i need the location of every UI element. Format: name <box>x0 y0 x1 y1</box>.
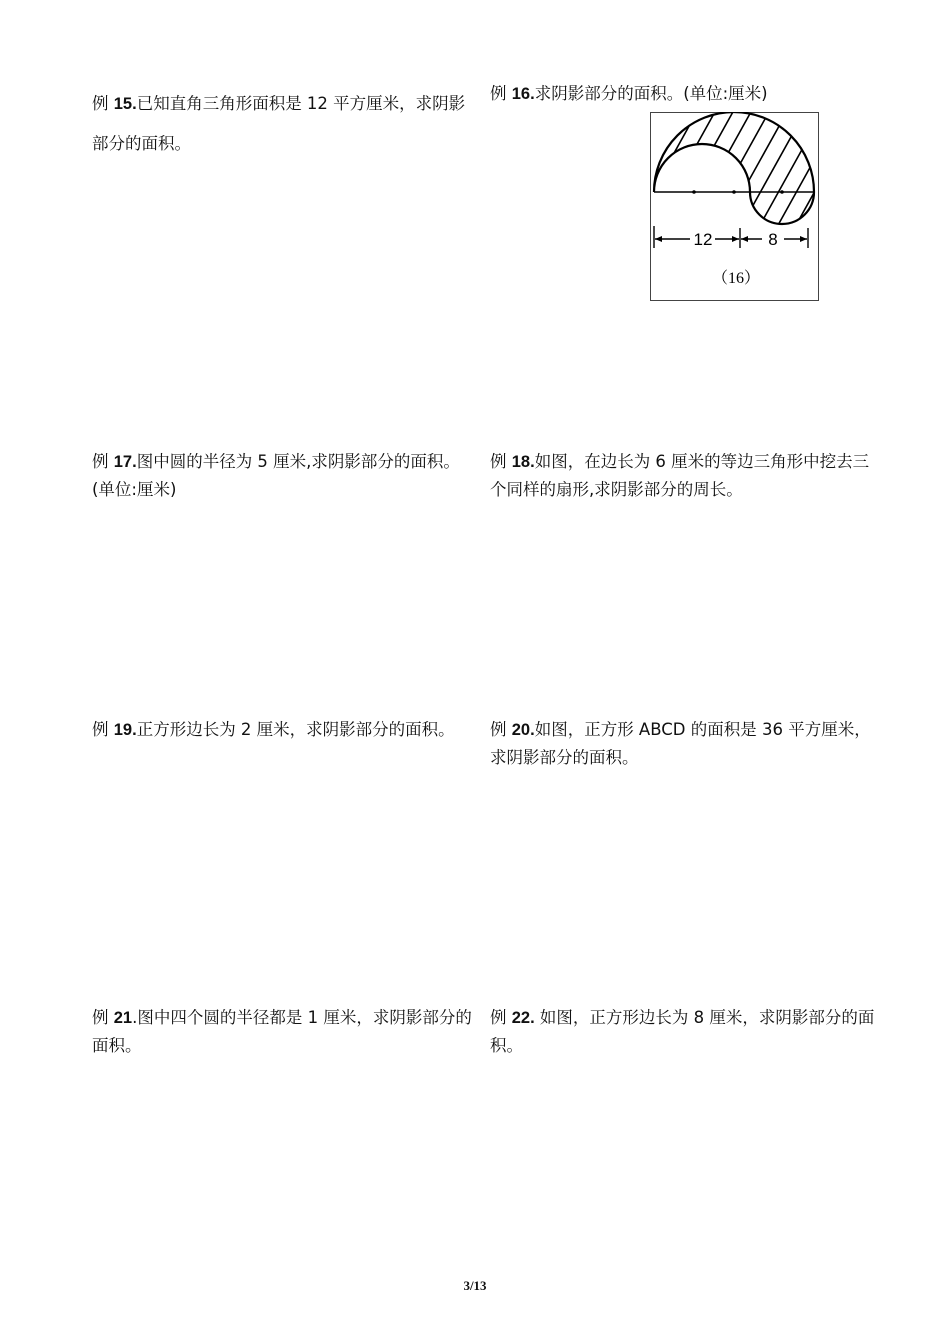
page-number: 3/13 <box>463 1278 487 1293</box>
center-dot <box>692 190 696 194</box>
problem-15 <box>92 84 477 164</box>
problem-prefix: 例 <box>490 1008 512 1027</box>
problem-18 <box>490 448 875 503</box>
dimension-label-right: 8 <box>768 230 778 249</box>
center-dot <box>732 190 736 194</box>
figure-16-diagram <box>650 112 819 301</box>
problem-number: 20. <box>511 721 535 739</box>
problem-text: 已知直角三角形面积是 12 平方厘米，求阴影部分的面积。 <box>92 94 466 153</box>
problem-number: 15. <box>113 95 137 113</box>
problem-prefix: 例 <box>490 84 512 103</box>
problem-22 <box>490 1004 875 1059</box>
problem-17 <box>92 448 477 503</box>
problem-number: 21 <box>113 1009 133 1027</box>
figure-16 <box>650 112 819 301</box>
dimension-label-left: 12 <box>693 230 713 249</box>
problem-16 <box>490 80 875 108</box>
problem-text: 如图，正方形边长为 8 厘米，求阴影部分的面积。 <box>490 1008 875 1055</box>
problem-number: 18. <box>511 453 535 471</box>
problem-text: 图中圆的半径为 5 厘米,求阴影部分的面积。(单位:厘米) <box>92 452 460 499</box>
problem-text: 如图，正方形 ABCD 的面积是 36 平方厘米，求阴影部分的面积。 <box>490 720 871 767</box>
problem-number: 17. <box>113 453 137 471</box>
problem-20 <box>490 716 875 771</box>
problem-text: .图中四个圆的半径都是 1 厘米，求阴影部分的面积。 <box>92 1008 472 1055</box>
problem-prefix: 例 <box>92 94 114 113</box>
problem-prefix: 例 <box>92 1008 114 1027</box>
problem-19 <box>92 716 477 744</box>
figure-caption: （16） <box>711 270 761 287</box>
problem-number: 22. <box>511 1009 535 1027</box>
problem-prefix: 例 <box>490 720 512 739</box>
problem-text: 正方形边长为 2 厘米，求阴影部分的面积。 <box>136 720 455 739</box>
problem-21 <box>92 1004 477 1059</box>
center-dot <box>780 190 784 194</box>
problem-prefix: 例 <box>92 452 114 471</box>
problem-number: 16. <box>511 85 535 103</box>
problem-prefix: 例 <box>490 452 512 471</box>
problem-text: 求阴影部分的面积。(单位:厘米) <box>534 84 768 103</box>
problem-number: 19. <box>113 721 137 739</box>
problem-text: 如图，在边长为 6 厘米的等边三角形中挖去三个同样的扇形,求阴影部分的周长。 <box>490 452 870 499</box>
problem-prefix: 例 <box>92 720 114 739</box>
